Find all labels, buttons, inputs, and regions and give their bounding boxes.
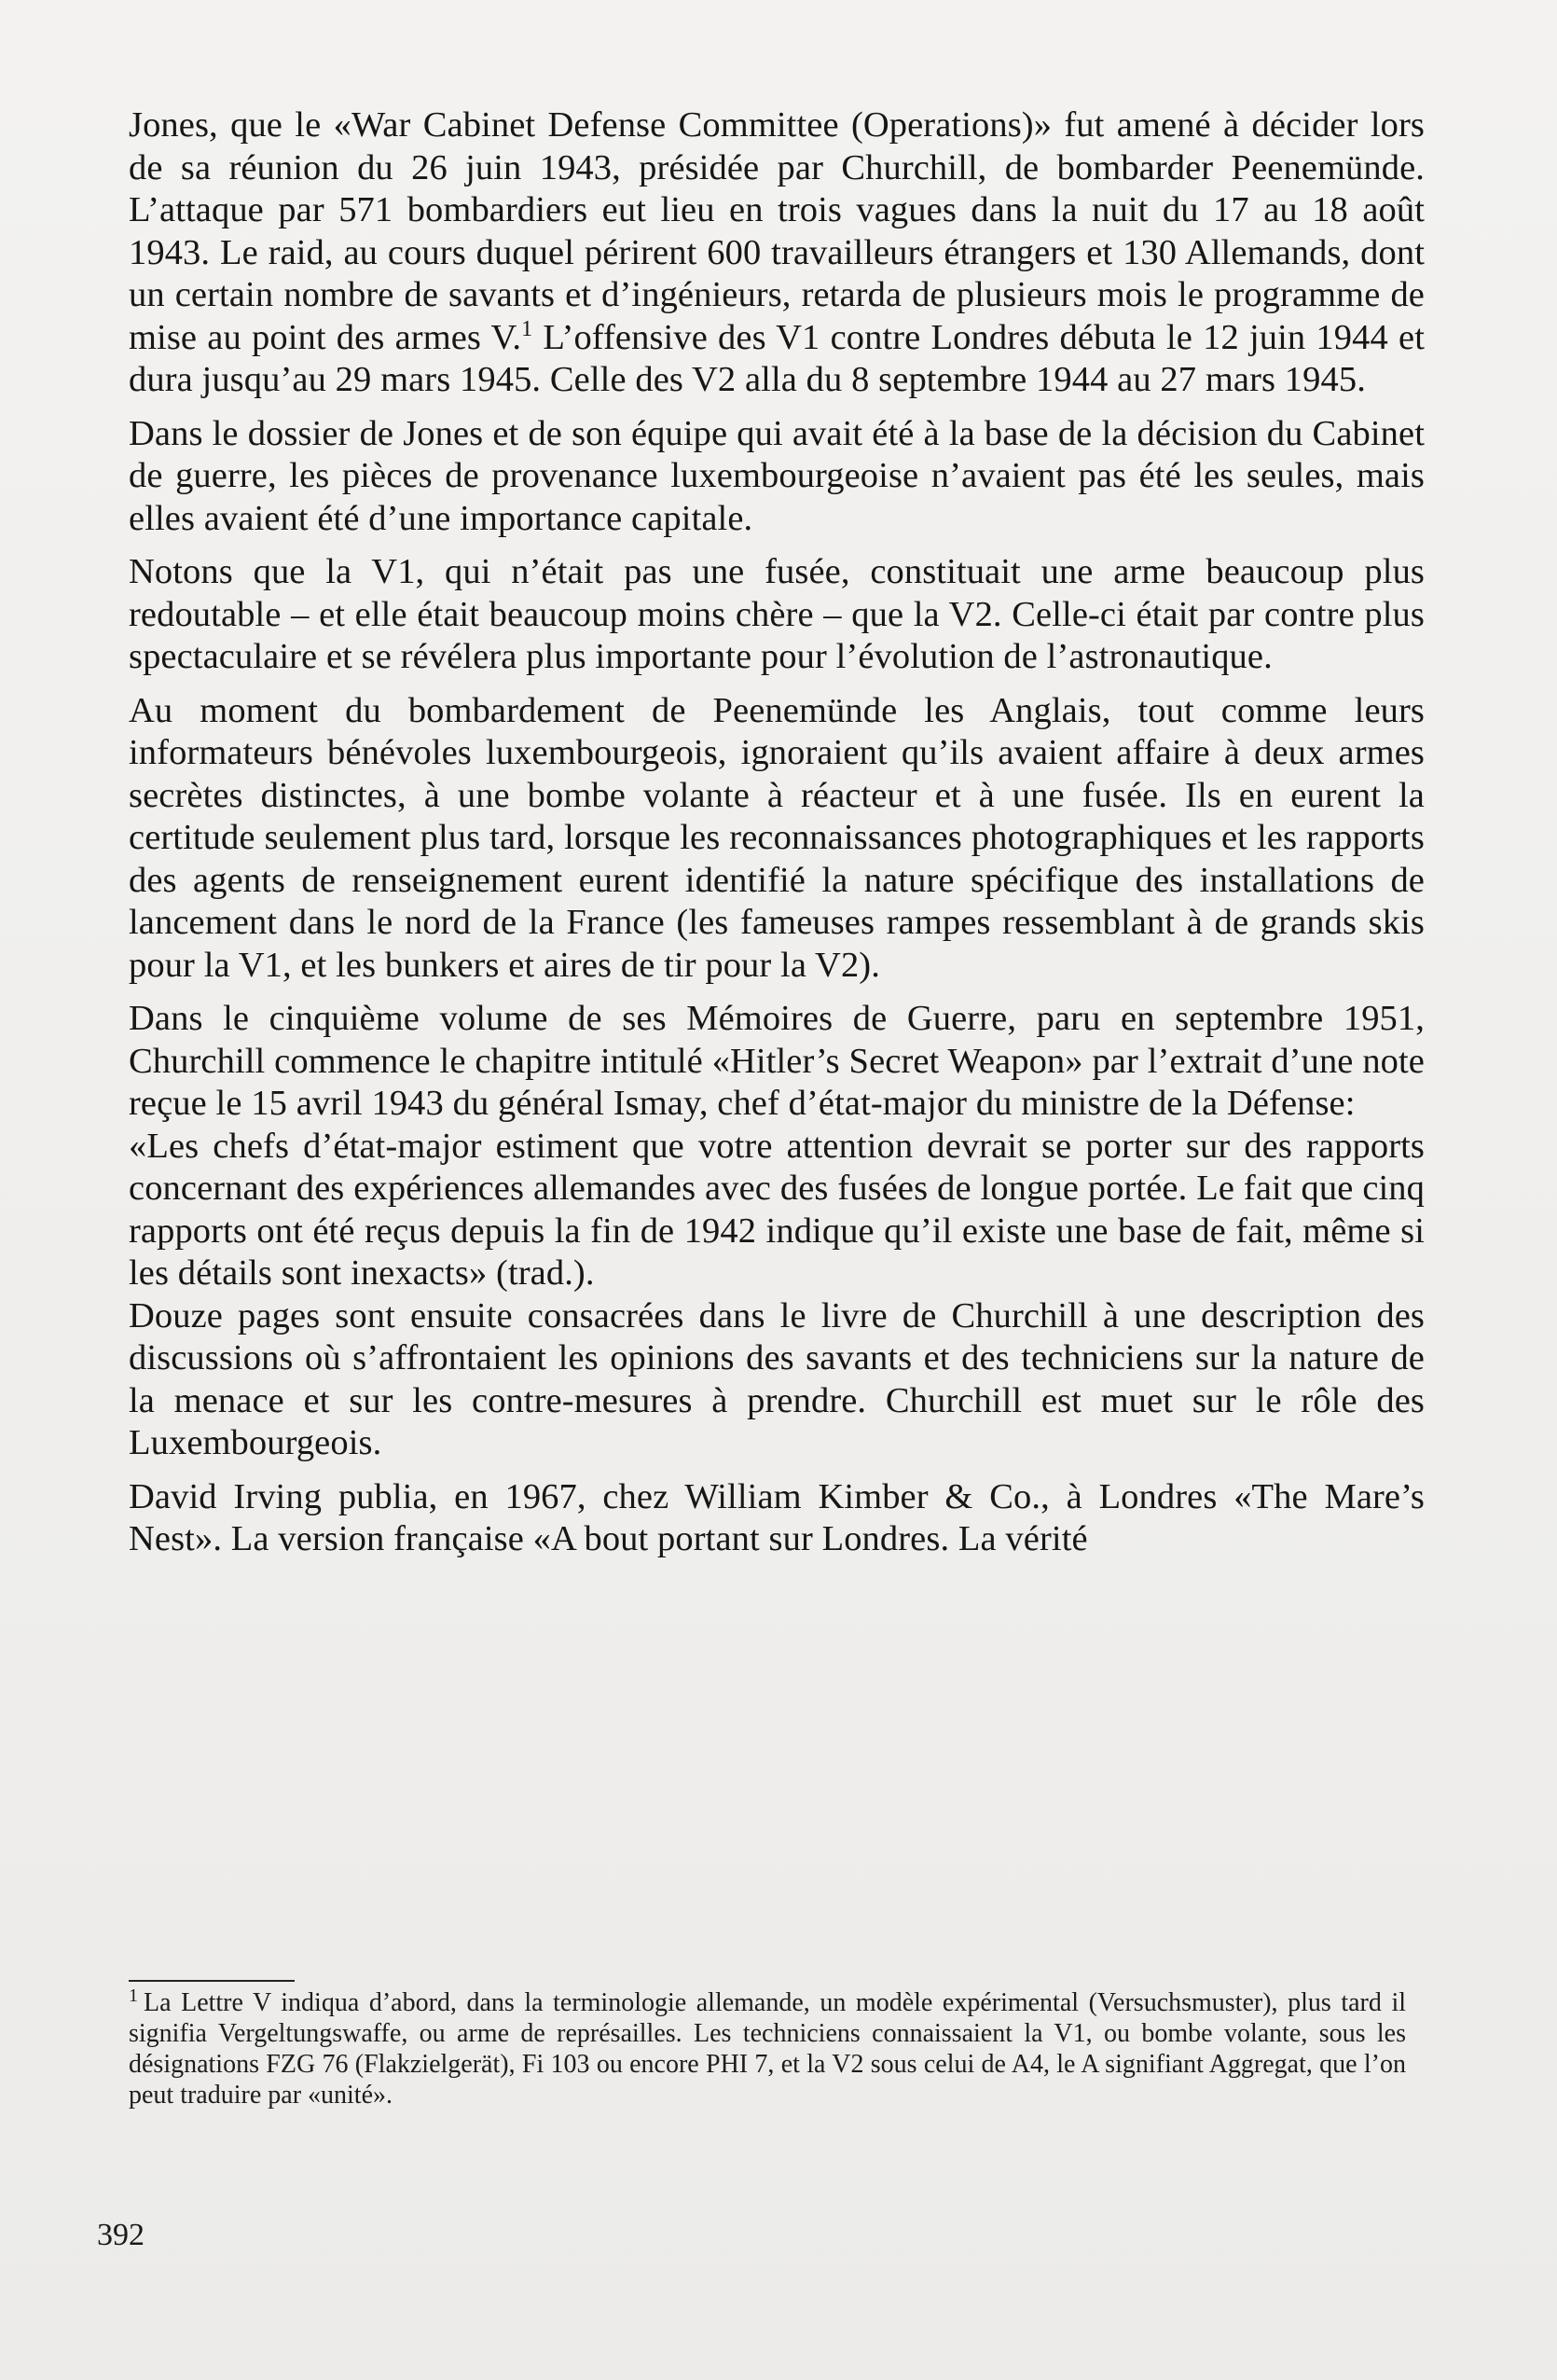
paragraph-1-tail: L’offensive des V1 contre Londres débuta le 12 juin 1944 et dura jusqu’au 29 mars 1945. Celle des V2 alla du 8 septembre 1944 au 27 mars 1945. <box>129 317 1425 399</box>
paragraph-1-text: Jones, que le «War Cabinet Defense Committee (Operations)» fut amené à décider lors de sa réunion du 26 juin 1943, présidée par Churchill, de bombarder Peenemünde. L’attaque par 571 bombardiers eut lieu en trois vagues dans la nuit du 17 au 18 août 1943. Le raid, au cours duquel périrent 600 travailleurs étrangers et 130 Allemands, dont un certain nombre de savants et d’ingénieurs, retarda de plusieurs mois le programme de mise au point des armes V. <box>129 105 1425 357</box>
footnote-divider <box>129 1980 295 1982</box>
paragraph-1 <box>129 104 1425 402</box>
footnote-mark: 1 <box>129 1985 138 2006</box>
paragraph-6: Douze pages sont ensuite consacrées dans le livre de Churchill à une description des discussions où s’affrontaient les opinions des savants et des techniciens sur la nature de la menace et sur les contre-mesures à prendre. Churchill est muet sur le rôle des Luxembourgeois. <box>129 1295 1425 1462</box>
paragraph-5: Dans le cinquième volume de ses Mémoires de Guerre, paru en septembre 1951, Churchill commence le chapitre intitulé «Hitler’s Secret Weapon» par l’extrait d’une note reçue le 15 avril 1943 du général Ismay, chef d’état-major du ministre de la Défense: <box>129 999 1425 1123</box>
body-text <box>129 104 1425 1572</box>
footnote-reference: 1 <box>521 316 533 341</box>
paragraph-7: David Irving publia, en 1967, chez William Kimber & Co., à Londres «The Mare’s Nest». La version française «A bout portant sur Londres. La vérité <box>129 1476 1425 1558</box>
paragraph-4: Au moment du bombardement de Peenemünde les Anglais, tout comme leurs informateurs bénévoles luxembourgeois, ignoraient qu’ils avaient affaire à deux armes secrètes distinctes, à une bombe volante à réacteur et à une fusée. Ils en eurent la certitude seulement plus tard, lorsque les reconnaissances photographiques et les rapports des agents de renseignement eurent identifié la nature spécifique des installations de lancement dans le nord de la France (les fameuses rampes ressemblant à de grands skis pour la V1, et les bunkers et aires de tir pour la V2). <box>129 690 1425 985</box>
paragraph-2: Dans le dossier de Jones et de son équipe qui avait été à la base de la décision du Cabinet de guerre, les pièces de provenance luxembourgeoise n’avaient pas été les seules, mais elles avaient été d’une importance capitale. <box>129 413 1425 538</box>
paragraph-3: Notons que la V1, qui n’était pas une fusée, constituait une arme beaucoup plus redoutable – et elle était beaucoup moins chère – que la V2. Celle-ci était par contre plus spectaculaire et se révélera plus importante pour l’évolution de l’astronautique. <box>129 552 1425 676</box>
footnote <box>129 1987 1406 2110</box>
page-number: 392 <box>97 2218 145 2252</box>
footnote-text: La Lettre V indiqua d’abord, dans la terminologie allemande, un modèle expérimental (Versuchsmuster), plus tard il signifia Vergeltungswaffe, ou arme de représailles. Les techniciens connaissaient la V1, ou bombe volante, sous les désignations FZG 76 (Flakzielgerät), Fi 103 ou encore PHI 7, et la V2 sous celui de A4, le A signifiant Aggregat, que l’on peut traduire par «unité». <box>129 1988 1406 2110</box>
quotation: «Les chefs d’état-major estiment que votre attention devrait se porter sur des rapports concernant des expériences allemandes avec des fusées de longue portée. Le fait que cinq rapports ont été reçus depuis la fin de 1942 indique qu’il existe une base de fait, même si les détails sont inexacts» (trad.). <box>129 1126 1425 1293</box>
